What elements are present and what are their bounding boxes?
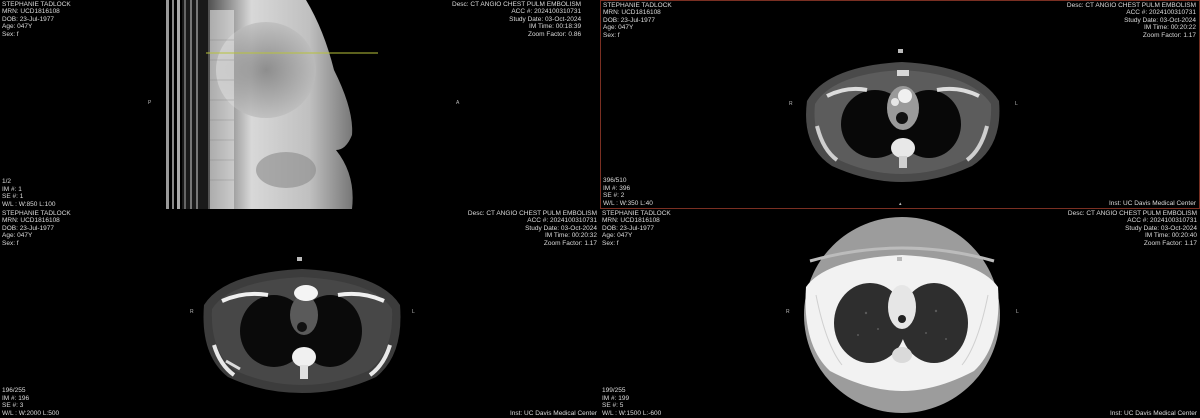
image-position: 199/255 bbox=[602, 387, 626, 395]
institution: Inst: UC Davis Medical Center bbox=[1109, 409, 1197, 417]
mrn: MRN: UCD1816108 bbox=[603, 9, 661, 17]
patient-info-overlay bbox=[602, 210, 671, 247]
dob: DOB: 23-Jul-1977 bbox=[2, 15, 55, 23]
study-date: Study Date: 03-Oct-2024 bbox=[509, 15, 582, 23]
viewport-3-axial-bone[interactable] bbox=[0, 209, 600, 418]
series-number: SE #: 2 bbox=[603, 192, 625, 200]
study-description: Desc: CT ANGIO CHEST PULM EMBOLISM bbox=[1067, 210, 1197, 217]
image-info-overlay bbox=[602, 387, 661, 417]
viewport-2-frame[interactable] bbox=[600, 0, 1200, 209]
patient-info-overlay bbox=[2, 1, 71, 38]
image-info-overlay bbox=[2, 178, 55, 208]
image-position: 396/510 bbox=[603, 177, 627, 185]
image-position: 1/2 bbox=[2, 178, 12, 186]
accession-number: ACC #: 2024100310731 bbox=[1127, 217, 1197, 225]
age: Age: 047Y bbox=[603, 24, 634, 32]
dob: DOB: 23-Jul-1977 bbox=[603, 16, 656, 24]
patient-name: STEPHANIE TADLOCK bbox=[602, 210, 671, 217]
institution-overlay bbox=[1109, 200, 1196, 207]
study-description: Desc: CT ANGIO CHEST PULM EMBOLISM bbox=[467, 210, 597, 217]
study-info-overlay bbox=[468, 210, 597, 247]
study-description: Desc: CT ANGIO CHEST PULM EMBOLISM bbox=[452, 1, 582, 8]
viewport-4-axial-lung[interactable] bbox=[600, 209, 1200, 418]
window-level: W/L : W:850 L:100 bbox=[2, 200, 56, 208]
series-number: SE #: 1 bbox=[2, 193, 24, 201]
study-info-overlay bbox=[1068, 210, 1197, 247]
mrn: MRN: UCD1816108 bbox=[2, 217, 60, 225]
axial-ct-bone-image bbox=[196, 265, 408, 397]
study-date: Study Date: 03-Oct-2024 bbox=[1124, 16, 1196, 24]
zoom-factor: Zoom Factor: 1.17 bbox=[1142, 31, 1196, 39]
image-number: IM #: 396 bbox=[603, 184, 631, 192]
institution: Inst: UC Davis Medical Center bbox=[1108, 199, 1196, 207]
age: Age: 047Y bbox=[2, 232, 33, 240]
image-time: IM Time: 00:20:32 bbox=[544, 232, 597, 240]
scale-top-marker bbox=[297, 257, 302, 261]
axial-ct-mediastinal-image bbox=[797, 56, 1007, 186]
institution-overlay bbox=[510, 410, 597, 417]
image-position: 196/255 bbox=[2, 387, 26, 395]
image-info-overlay bbox=[603, 177, 653, 207]
study-description: Desc: CT ANGIO CHEST PULM EMBOLISM bbox=[1066, 2, 1196, 9]
image-number: IM #: 199 bbox=[602, 394, 630, 402]
window-level: W/L : W:1500 L:-600 bbox=[602, 409, 662, 417]
accession-number: ACC #: 2024100310731 bbox=[1126, 9, 1196, 17]
orientation-marker-left: P bbox=[148, 100, 152, 106]
orientation-marker-right: A bbox=[456, 100, 460, 106]
window-level: W/L : W:350 L:40 bbox=[603, 199, 653, 207]
zoom-factor: Zoom Factor: 1.17 bbox=[543, 239, 597, 247]
sex: Sex: f bbox=[2, 239, 19, 247]
dob: DOB: 23-Jul-1977 bbox=[602, 224, 655, 232]
sex: Sex: f bbox=[602, 239, 619, 247]
patient-name: STEPHANIE TADLOCK bbox=[2, 210, 71, 217]
image-time: IM Time: 00:18:39 bbox=[529, 23, 582, 31]
age: Age: 047Y bbox=[2, 23, 33, 31]
study-info-overlay bbox=[452, 1, 581, 38]
series-number: SE #: 3 bbox=[2, 402, 24, 410]
scale-bottom-marker: ▴ bbox=[899, 201, 902, 207]
sex: Sex: f bbox=[603, 31, 620, 39]
orientation-marker-left: R bbox=[789, 101, 793, 107]
mrn: MRN: UCD1816108 bbox=[2, 8, 60, 16]
orientation-marker-right: L bbox=[1015, 101, 1018, 107]
patient-name: STEPHANIE TADLOCK bbox=[2, 1, 71, 8]
age: Age: 047Y bbox=[602, 232, 633, 240]
patient-info-overlay bbox=[2, 210, 71, 247]
institution: Inst: UC Davis Medical Center bbox=[509, 409, 597, 417]
image-info-overlay bbox=[2, 387, 59, 417]
accession-number: ACC #: 2024100310731 bbox=[527, 217, 597, 225]
dob: DOB: 23-Jul-1977 bbox=[2, 224, 55, 232]
orientation-marker-right: L bbox=[1016, 309, 1019, 315]
image-number: IM #: 1 bbox=[2, 185, 22, 193]
study-date: Study Date: 03-Oct-2024 bbox=[525, 224, 597, 232]
sex: Sex: f bbox=[2, 30, 19, 38]
scout-xray-image bbox=[166, 0, 378, 209]
scale-top-marker bbox=[897, 257, 902, 261]
image-number: IM #: 196 bbox=[2, 394, 30, 402]
axial-ct-lung-image bbox=[786, 215, 1018, 415]
institution-overlay bbox=[1110, 410, 1197, 417]
window-level: W/L : W:2000 L:500 bbox=[2, 409, 60, 417]
orientation-marker-left: R bbox=[190, 309, 194, 315]
series-number: SE #: 5 bbox=[602, 402, 624, 410]
zoom-factor: Zoom Factor: 1.17 bbox=[1143, 239, 1197, 247]
orientation-marker-right: L bbox=[412, 309, 415, 315]
patient-info-overlay bbox=[603, 2, 672, 39]
accession-number: ACC #: 2024100310731 bbox=[511, 8, 582, 16]
patient-name: STEPHANIE TADLOCK bbox=[603, 2, 672, 9]
image-time: IM Time: 00:20:40 bbox=[1144, 232, 1197, 240]
mrn: MRN: UCD1816108 bbox=[602, 217, 660, 225]
image-time: IM Time: 00:20:22 bbox=[1143, 24, 1196, 32]
scale-top-marker bbox=[898, 49, 903, 53]
study-info-overlay bbox=[1067, 2, 1196, 39]
zoom-factor: Zoom Factor: 0.86 bbox=[527, 30, 582, 38]
study-date: Study Date: 03-Oct-2024 bbox=[1125, 224, 1197, 232]
orientation-marker-left: R bbox=[786, 309, 790, 315]
